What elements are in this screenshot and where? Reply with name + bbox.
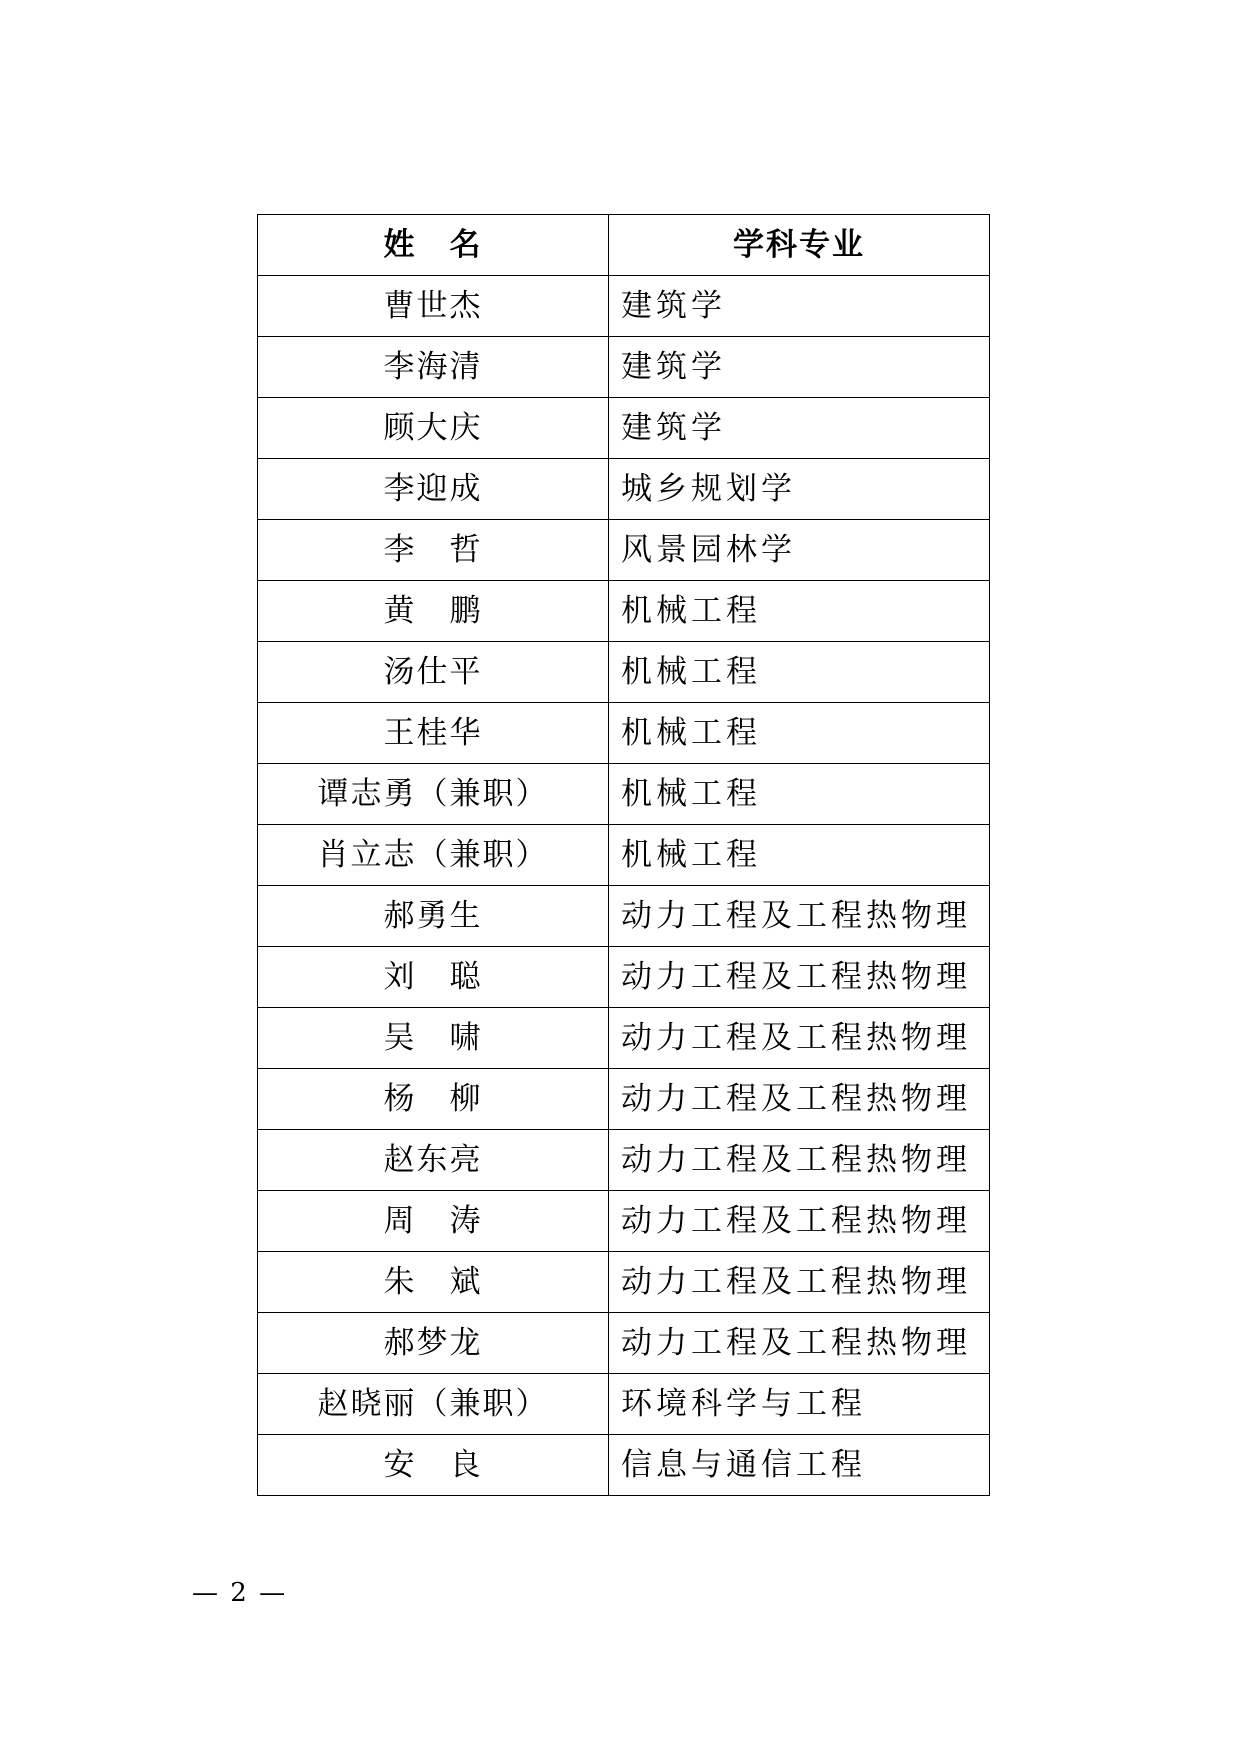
subject-cell: 建筑学 xyxy=(609,398,990,459)
subject-cell: 动力工程及工程热物理 xyxy=(609,1069,990,1130)
name-cell: 杨 柳 xyxy=(258,1069,609,1130)
name-cell: 汤仕平 xyxy=(258,642,609,703)
header-name: 姓 名 xyxy=(258,215,609,276)
table-row xyxy=(258,1252,990,1313)
subject-cell: 动力工程及工程热物理 xyxy=(609,1313,990,1374)
subject-cell: 动力工程及工程热物理 xyxy=(609,1008,990,1069)
subject-cell: 建筑学 xyxy=(609,337,990,398)
table-row xyxy=(258,703,990,764)
table-row xyxy=(258,1191,990,1252)
name-cell: 肖立志（兼职） xyxy=(258,825,609,886)
name-cell: 曹世杰 xyxy=(258,276,609,337)
table-row xyxy=(258,1130,990,1191)
subject-cell: 动力工程及工程热物理 xyxy=(609,1252,990,1313)
name-cell: 谭志勇（兼职） xyxy=(258,764,609,825)
table-row xyxy=(258,1313,990,1374)
subject-cell: 风景园林学 xyxy=(609,520,990,581)
subject-cell: 动力工程及工程热物理 xyxy=(609,886,990,947)
subject-cell: 信息与通信工程 xyxy=(609,1435,990,1496)
table-row xyxy=(258,1069,990,1130)
table-row xyxy=(258,947,990,1008)
name-cell: 顾大庆 xyxy=(258,398,609,459)
table-row xyxy=(258,886,990,947)
table-row xyxy=(258,581,990,642)
header-subject: 学科专业 xyxy=(609,215,990,276)
name-cell: 王桂华 xyxy=(258,703,609,764)
page-number: — 2 — xyxy=(192,1578,288,1608)
table-row xyxy=(258,337,990,398)
subject-cell: 环境科学与工程 xyxy=(609,1374,990,1435)
name-cell: 黄 鹏 xyxy=(258,581,609,642)
table-row xyxy=(258,1008,990,1069)
name-cell: 安 良 xyxy=(258,1435,609,1496)
subject-cell: 动力工程及工程热物理 xyxy=(609,947,990,1008)
table-row xyxy=(258,1374,990,1435)
name-cell: 郝梦龙 xyxy=(258,1313,609,1374)
name-cell: 吴 啸 xyxy=(258,1008,609,1069)
table-row xyxy=(258,642,990,703)
subject-cell: 机械工程 xyxy=(609,581,990,642)
table-row xyxy=(258,398,990,459)
subject-cell: 机械工程 xyxy=(609,825,990,886)
personnel-table xyxy=(257,214,990,1496)
name-cell: 李海清 xyxy=(258,337,609,398)
subject-cell: 机械工程 xyxy=(609,642,990,703)
subject-cell: 动力工程及工程热物理 xyxy=(609,1191,990,1252)
subject-cell: 机械工程 xyxy=(609,703,990,764)
table-row xyxy=(258,459,990,520)
subject-cell: 城乡规划学 xyxy=(609,459,990,520)
name-cell: 赵晓丽（兼职） xyxy=(258,1374,609,1435)
table-row xyxy=(258,1435,990,1496)
table-row xyxy=(258,276,990,337)
name-cell: 朱 斌 xyxy=(258,1252,609,1313)
name-cell: 郝勇生 xyxy=(258,886,609,947)
table-row xyxy=(258,825,990,886)
name-cell: 李 哲 xyxy=(258,520,609,581)
name-cell: 李迎成 xyxy=(258,459,609,520)
name-cell: 赵东亮 xyxy=(258,1130,609,1191)
subject-cell: 机械工程 xyxy=(609,764,990,825)
name-cell: 周 涛 xyxy=(258,1191,609,1252)
table-row xyxy=(258,764,990,825)
table-body xyxy=(258,276,990,1496)
table-header-row xyxy=(258,215,990,276)
subject-cell: 动力工程及工程热物理 xyxy=(609,1130,990,1191)
table-row xyxy=(258,520,990,581)
subject-cell: 建筑学 xyxy=(609,276,990,337)
name-cell: 刘 聪 xyxy=(258,947,609,1008)
